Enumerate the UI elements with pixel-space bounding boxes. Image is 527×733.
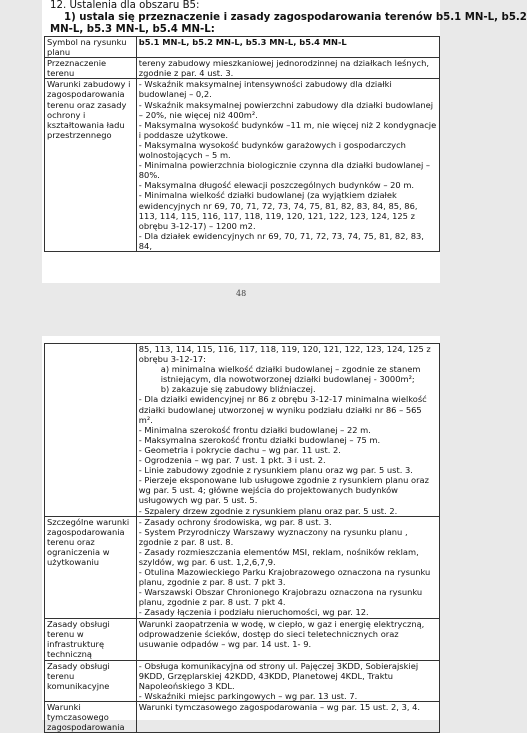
warunki-item: - Maksymalna wysokość budynków garażowych i gospodarczych wolnostojących – 5 m. [138, 139, 406, 161]
warunki-cont-sub: b) zakazuje się zabudowy bliźniaczej. [160, 384, 316, 395]
zoning-table-cont [44, 343, 440, 733]
warunki-value [136, 79, 439, 252]
szczegolne-item: - System Przyrodniczy Warszawy wyznaczony na rysunku planu , zgodnie z par. 8 ust. 8. [138, 526, 408, 547]
warunki-item: - Wskaźnik maksymalnej intensywności zabudowy dla działki budowlanej – 0,2. [138, 79, 392, 100]
tymczasowe-label: Warunki tymczasowego zagospodarowania [45, 701, 137, 732]
warunki-label: Warunki zabudowy i zagospodarowania terenu oraz zasady ochrony i kształtowania ładu przestrzennego [45, 79, 137, 252]
warunki-cont-item: - Dla działki ewidencyjnej nr 86 z obrębu 3-12-17 minimalna wielkość działki budowlanej utworzonej w wyniku podziału działki nr 86 – 565 m². [138, 394, 427, 425]
szczegolne-item: - Zasady łączenia i podziału nieruchomości, wg par. 12. [138, 607, 369, 618]
infrastruktura-label: Zasady obsługi terenu w infrastrukturę techniczną [45, 618, 137, 660]
tymczasowe-value: Warunki tymczasowego zagospodarowania – wg par. 15 ust. 2, 3, 4. [136, 701, 439, 732]
warunki-cont-item: - Pierzeje eksponowane lub usługowe zgodnie z rysunkiem planu oraz wg par. 5 ust. 4; główne wejścia do projektowanych budynków usługowych wg par. 5 ust. 5. [138, 475, 429, 506]
zoning-table [44, 36, 440, 252]
symbol-value: b5.1 MN-L, b5.2 MN-L, b5.3 MN-L, b5.4 MN-L [136, 37, 439, 58]
section-subheading-cont: MN-L, b5.3 MN-L, b5.4 MN-L: [50, 24, 215, 35]
warunki-item: - Minimalna wielkość działki budowlanej (za wyjątkiem działek ewidencyjnych nr 69, 70, 71, 72, 73, 74, 75, 81, 82, 83, 84, 85, 86, 113, 114, 115, 116, 117, 118, 119, 120, 121, 122, 123, 124, 125 z obrębu 3-12-17) – 1200 m2. [138, 190, 418, 231]
szczegolne-label: Szczególne warunki zagospodarowania terenu oraz ograniczenia w użytkowaniu [45, 516, 137, 618]
infrastruktura-value: Warunki zaopatrzenia w wodę, w ciepło, w gaz i energię elektryczną, odprowadzenie ścieków, dostęp do sieci teletechnicznych oraz usuwanie odpadów – wg par. 14 ust. 1- 9. [136, 618, 439, 660]
komunikacja-item: - Wskaźniki miejsc parkingowych – wg par. 13 ust. 7. [138, 690, 358, 701]
szczegolne-item: - Zasady rozmieszczania elementów MSI, reklam, nośników reklam, szyldów, wg par. 6 ust. 1,2,6,7,9. [138, 546, 419, 567]
komunikacja-value [136, 660, 439, 701]
document-page-48 [42, 0, 527, 283]
warunki-cont-item: - Linie zabudowy zgodnie z rysunkiem planu oraz wg par. 5 ust. 3. [138, 465, 413, 476]
warunki-item: - Maksymalna długość elewacji poszczególnych budynków – 20 m. [138, 180, 415, 191]
section-heading: 12. Ustalenia dla obszaru B5: [50, 0, 200, 11]
warunki-item: - Dla działek ewidencyjnych nr 69, 70, 71, 72, 73, 74, 75, 81, 82, 83, 84, [138, 230, 424, 251]
empty-label-cell [45, 344, 137, 517]
warunki-cont-item: - Szpalery drzew zgodnie z rysunkiem planu oraz par. 5 ust. 2. [138, 505, 398, 516]
warunki-cont-item: - Ogrodzenia – wg par. 7 ust. 1 pkt. 3 i ust. 2. [138, 455, 326, 466]
page-number: 48 [236, 289, 247, 298]
komunikacja-label: Zasady obsługi terenu komunikacyjne [45, 660, 137, 701]
symbol-label: Symbol na rysunku planu [45, 37, 137, 58]
warunki-cont-value [136, 344, 439, 517]
szczegolne-item: - Warszawski Obszar Chronionego Krajobrazu oznaczona na rysunku planu, zgodnie z par. 8 ust. 7 pkt 4. [138, 587, 423, 608]
warunki-item: - Maksymalna wysokość budynków –11 m, nie więcej niż 2 kondygnacje i poddasze użytkowe. [138, 119, 437, 140]
szczegolne-item: - Zasady ochrony środowiska, wg par. 8 ust. 3. [138, 516, 332, 527]
warunki-cont-line: 85, 113, 114, 115, 116, 117, 118, 119, 120, 121, 122, 123, 124, 125 z obrębu 3-12-17: [138, 344, 431, 365]
przeznaczenie-value: tereny zabudowy mieszkaniowej jednorodzinnej na działkach leśnych, zgodnie z par. 4 ust. 3. [136, 58, 439, 79]
komunikacja-item: - Obsługa komunikacyjna od strony ul. Pajęczej 3KDD, Sobierajskiej 9KDD, Grzęplarskiej 42KDD, 43KDD, Planetowej 4KDL, Traktu Napoleońskiego 3 KDL. [138, 660, 419, 691]
warunki-item: - Wskaźnik maksymalnej powierzchni zabudowy dla działki budowlanej – 20%, nie więcej niż 400m². [138, 99, 434, 120]
warunki-cont-sub: a) minimalna wielkość działki budowlanej – zgodnie ze stanem istniejącym, dla nowotworzonej działki budowlanej - 3000m²; [160, 364, 421, 385]
section-header [50, 0, 527, 36]
warunki-item: - Minimalna powierzchnia biologicznie czynna dla działki budowlanej – 80%. [138, 160, 431, 181]
section-subheading: 1) ustala się przeznaczenie i zasady zagospodarowania terenów b5.1 MN-L, b5.2 [64, 12, 527, 23]
szczegolne-item: - Otulina Mazowieckiego Parku Krajobrazowego oznaczona na rysunku planu, zgodnie z par. 8 ust. 7 pkt 3. [138, 567, 431, 588]
szczegolne-value [136, 516, 439, 618]
warunki-cont-item: - Geometria i pokrycie dachu – wg par. 11 ust. 2. [138, 444, 341, 455]
warunki-cont-item: - Maksymalna szerokość frontu działki budowlanej – 75 m. [138, 434, 381, 445]
document-page-49 [42, 336, 440, 733]
przeznaczenie-label: Przeznaczenie terenu [45, 58, 137, 79]
warunki-cont-item: - Minimalna szerokość frontu działki budowlanej – 22 m. [138, 424, 371, 435]
